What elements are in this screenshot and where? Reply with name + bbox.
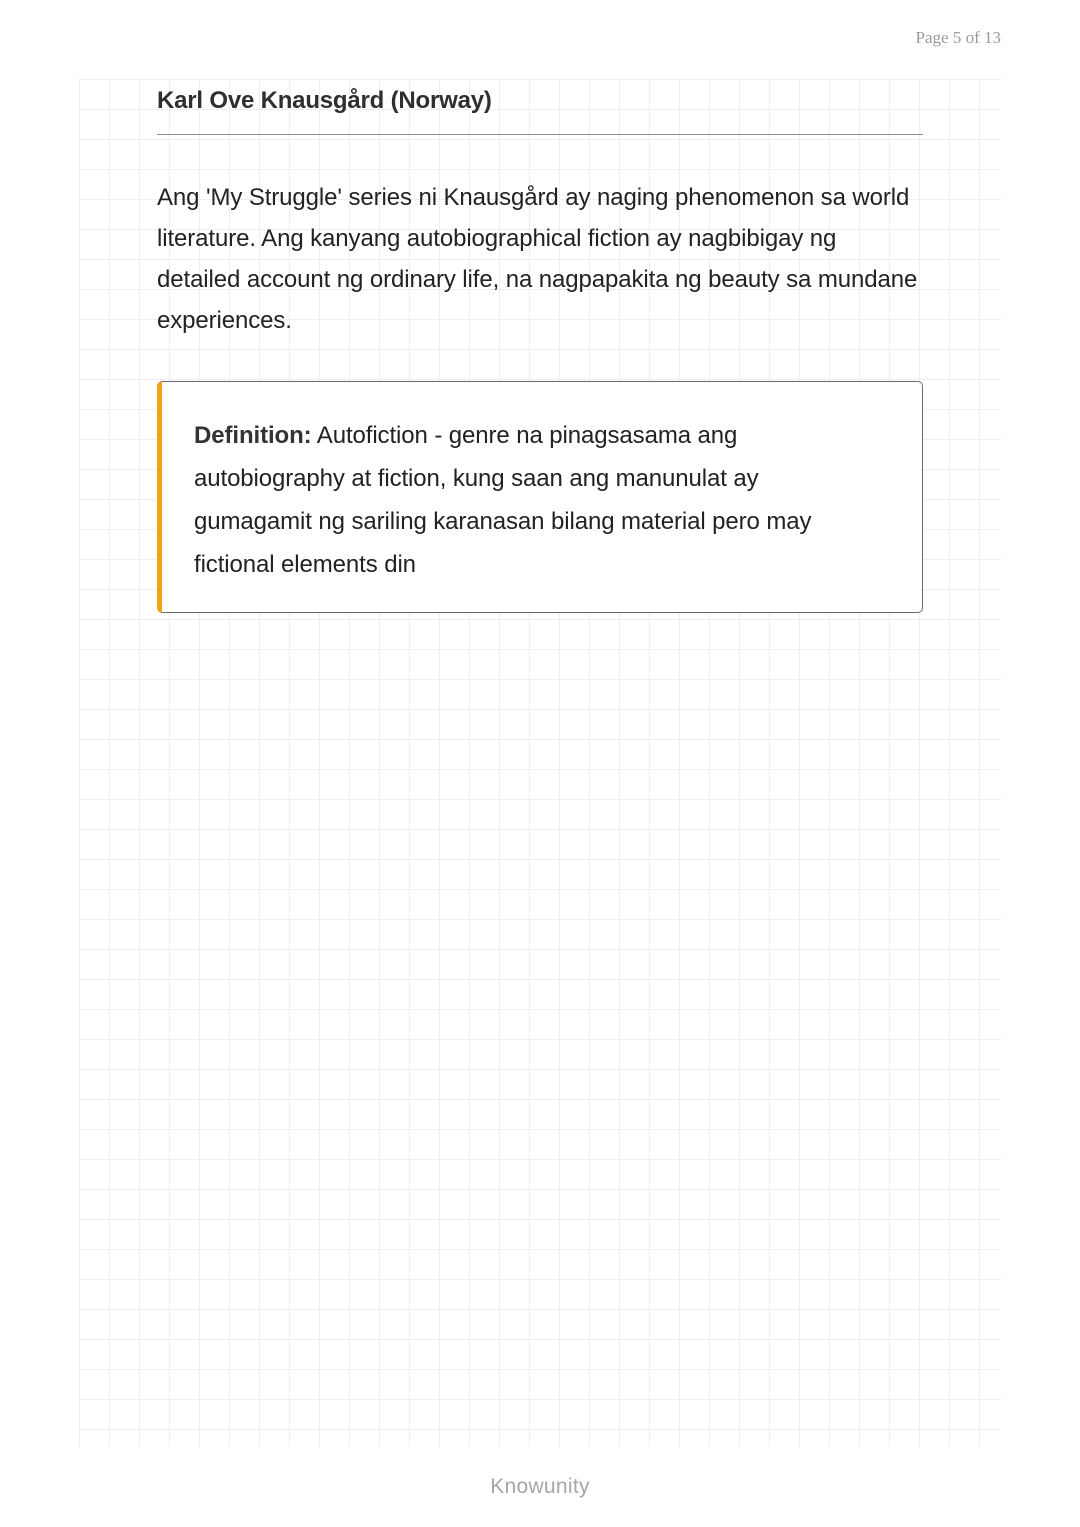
definition-label: Definition:: [194, 422, 312, 449]
definition-body: Autofiction - genre na pinagsasama ang autobiography at fiction, kung saan ang manunulat ay gumagamit ng sariling karanasan bilang material pero may fictional elements din: [194, 422, 812, 578]
title-divider: [157, 134, 923, 135]
section-title: Karl Ove Knausgård (Norway): [157, 87, 492, 114]
definition-callout: [157, 381, 923, 613]
footer-brand: Knowunity: [490, 1475, 590, 1498]
body-paragraph: Ang 'My Struggle' series ni Knausgård ay naging phenomenon sa world literature. Ang kanyang autobiographical fiction ay nagbibigay ng detailed account ng ordinary life, na nagpapakita ng beauty sa mundane experiences.: [157, 184, 918, 334]
page-indicator: Page 5 of 13: [915, 28, 1001, 47]
definition-text-block: [194, 414, 882, 586]
page-content: [157, 79, 923, 613]
